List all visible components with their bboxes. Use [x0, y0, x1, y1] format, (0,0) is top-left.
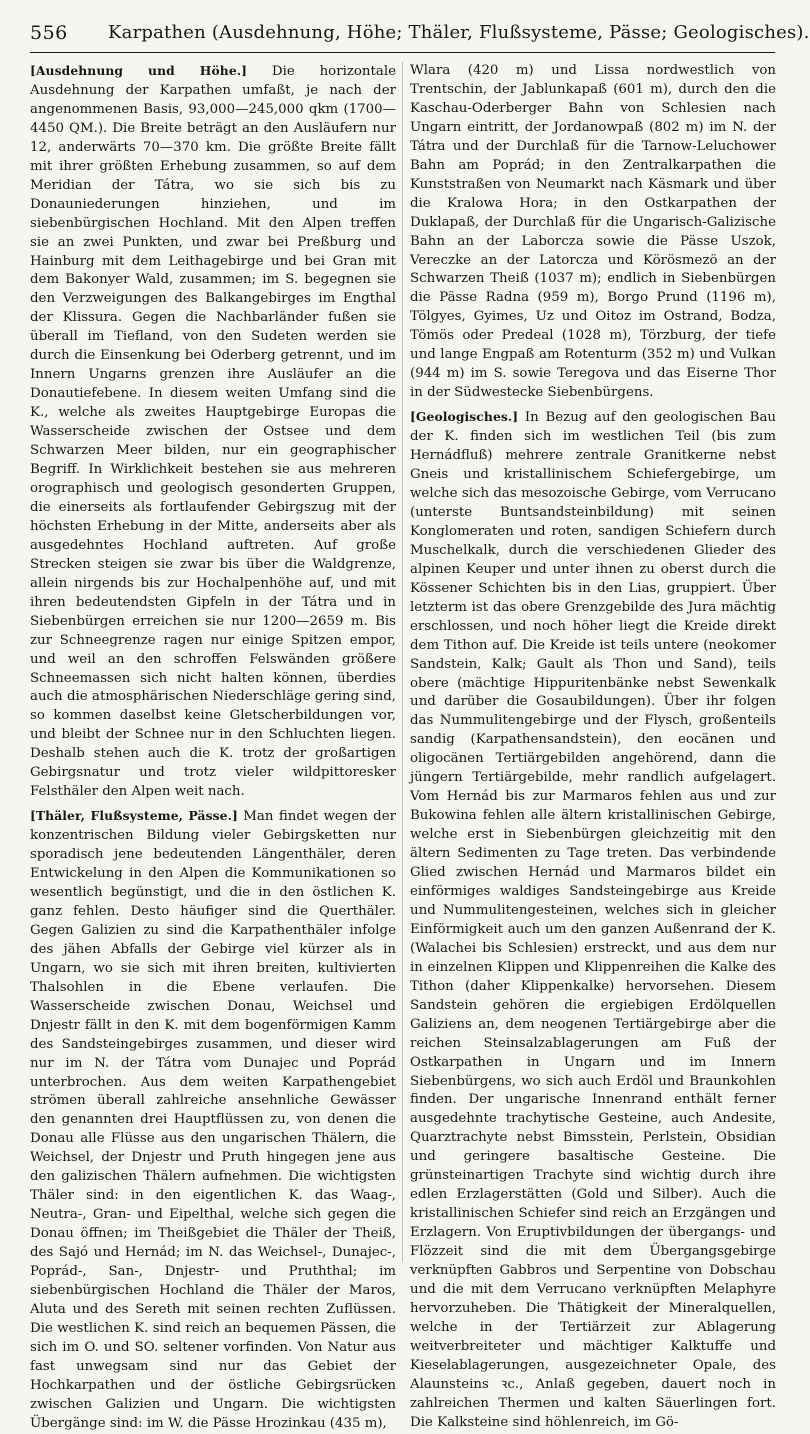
paragraph-text: Die horizontale Ausdehnung der Karpathen umfaßt, je nach der angenommenen Basis, 93,000—245,000 qkm (1700—4450 QM.). Die Breite beträgt an den Ausläufern nur 12, anderwärts 70—370 km. Die größte Breite fällt mit ihrer größten Erhebung zusammen, so auf dem Meridian der Tátra, wo sie sich bis zu Donauniederungen hinziehen, und im siebenbürgischen Hochland. Mit den Alpen treffen sie an zwei Punkten, und zwar bei Preßburg und Hainburg mit dem Leithagebirge und bei Gran mit dem Bakonyer Wald, zusammen; im S. begegnen sie den Verzweigungen des Balkangebirges im Engthal der Klissura. Gegen die Nachbarländer fußen sie überall im Tiefland, von den Sudeten werden sie durch die Einsenkung bei Oderberg getrennt, und im Innern Ungarns grenzen ihre Ausläufer an die Donautiefebene. In diesem weiten Umfang sind die K., welche als zweites Hauptgebirge Europas die Wasserscheide zwischen der Ostsee und dem Schwarzen Meer bilden, nur ein geographischer Begriff. In Wirklichkeit bestehen sie aus mehreren orographisch und geologisch gesonderten Gruppen, die einerseits als fortlaufender Gebirgszug mit der höchsten Erhebung in der Mitte, anderseits aber als ausgedehntes Hochland auftreten. Auf große Strecken steigen sie zwar bis über die Waldgrenze, allein nirgends bis zur Hochalpenhöhe auf, und mit ihren bedeutendsten Gipfeln in der Tátra und in Siebenbürgen erreichen sie nur 1200—2659 m. Bis zur Schneegrenze ragen nur einige Spitzen empor, und weil an den schroffen Felswänden größere Schneemassen sich nicht halten können, überdies auch die atmosphärischen Niederschläge gering sind, so kommen daselbst keine Gletscherbildungen vor, und bleibt der Schnee nur in den Schluchten liegen. Deshalb stehen auch die K. trotz der großartigen Gebirgsnatur und trotz vieler wildpittoresker Felsthäler den Alpen weit nach.	[30, 64, 396, 800]
page-header	[30, 22, 810, 53]
paragraph-text: Man findet wegen der konzentrischen Bildung vieler Gebirgsketten nur sporadisch jene bedeutenden Längenthäler, deren Entwickelung in den Alpen die Kommunikationen so wesentlich begünstigt, und die in den östlichen K. ganz fehlen. Desto häufiger sind die Querthäler. Gegen Galizien zu sind die Karpathenthäler infolge des jähen Abfalls der Gebirge viel kürzer als in Ungarn, wo sie sich mit ihren breiten, kultivierten Thalsohlen in die Ebene verlaufen. Die Wasserscheide zwischen Donau, Weichsel und Dnjestr fällt in den K. mit dem bogenförmigen Kamm des Sandsteingebirges zusammen, und dieser wird nur im N. der Tátra vom Dunajec und Poprád unterbrochen. Aus dem weiten Karpathengebiet strömen überall zahlreiche ansehnliche Gewässer den genannten drei Hauptflüssen zu, von denen die Donau alle Flüsse aus den ungarischen Thälern, die Weichsel, der Dnjestr und Pruth hingegen jene aus den galizischen Thälern aufnehmen. Die wichtigsten Thäler sind: in den eigentlichen K. das Waag-, Neutra-, Gran- und Eipelthal, welche sich gegen die Donau öffnen; im Theißgebiet die Thäler der Theiß, des Sajó und Hernád; im N. das Weichsel-, Dunajec-, Poprád-, San-, Dnjestr- und Pruththal; im siebenbürgischen Hochland die Thäler der Maros, Aluta und des Sereth mit seinen rechten Zuflüssen. Die westlichen K. sind reich an bequemen Pässen, die sich im O. und SO. seltener vorfinden. Von Natur aus fast unwegsam sind nur das Gebiet der Hochkarpathen und der östliche Gebirgsrücken zwischen Galizien und Ungarn. Die wichtigsten Übergänge sind: im W. die Pässe Hrozinkau (435 m),	[30, 809, 396, 1431]
paragraph-text: In Bezug auf den geologischen Bau der K. finden sich im westlichen Teil (bis zum Hernádfluß) mehrere zentrale Granitkerne nebst Gneis und kristallinischem Schiefergebirge, um welche sich das mesozoische Gebirge, vom Verrucano (unterste Buntsandsteinbildung) mit seinen Konglomeraten und roten, sandigen Schiefern durch Muschelkalk, durch die verschiedenen Glieder des alpinen Keuper und unter ihnen zu oberst durch die Kössener Schichten bis in den Lias, gruppiert. Über letzterm ist das obere Grenzgebilde des Jura mächtig erschlossen, und noch höher liegt die Kreide direkt dem Tithon auf. Die Kreide ist teils untere (neokomer Sandstein, Kalk; Gault als Thon und Sand), teils obere (mächtige Hippuritenbänke nebst Sewenkalk und darüber die Gosaubildungen). Über ihr folgen das Nummulitengebirge und der Flysch, großenteils sandig (Karpathensandstein), den eocänen und oligocänen Tertiärgebilden angehörend, dann die jüngern Tertiärgebilde, mehr randlich aufgelagert. Vom Hernád bis zur Marmaros fehlen aus und zur Bukowina fehlen alle ältern kristallinischen Gebirge, welche erst in Siebenbürgen gleichzeitig mit den ältern Sedimenten zu Tage treten. Das verbindende Glied zwischen Hernád und Marmaros bildet ein einförmiges waldiges Sandsteingebirge aus Kreide und Nummulitengesteinen, welches sich in gleicher Einförmigkeit auch um den ganzen Außenrand der K. (Walachei bis Schlesien) erstreckt, und aus dem nur in einzelnen Klippen und Klippenreihen die Kalke des Tithon (daher Klippenkalke) hervorsehen. Diesem Sandstein gehören die ergiebigen Erdölquellen Galiziens an, dem neogenen Tertiärgebirge aber die reichen Steinsalzablagerungen am Fuß der Ostkarpathen in Ungarn und im Innern Siebenbürgens, wo sich auch Erdöl und Braunkohlen finden. Der ungarische Innenrand enthält ferner ausgedehnte trachytische Gesteine, auch Andesite, Quarztrachyte nebst Bimsstein, Perlstein, Obsidian und geringere basaltische Gesteine. Die grünsteinartigen Trachyte sind wichtig durch ihre edlen Erzlagerstätten (Gold und Silber). Auch die kristallinischen Schiefer sind reich an Erzgängen und Erzlagern. Von Eruptivbildungen der übergangs- und Flözzeit sind die mit dem Übergangsgebirge verknüpften Gabbros und Serpentine von Dobschau und die mit dem Verrucano verknüpften Melaphyre hervorzuheben. Die Thätigkeit der Mineralquellen, welche in der Tertiärzeit zur Ablagerung weitverbreiteter und mächtiger Kalktuffe und Kieselablagerungen, ausgezeichneter Opale, des Alaunsteins ꝛc., Anlaß gegeben, dauert noch in zahlreichen Thermen und kalten Säuerlingen fort. Die Kalksteine sind höhlenreich, im Gö-	[410, 410, 776, 1430]
paragraph-geologisches	[410, 408, 776, 1432]
paragraph-text: Wlara (420 m) und Lissa nordwestlich von Trentschin, der Jablunkapaß (601 m), durch den die Kaschau-Oderberger Bahn von Schlesien nach Ungarn eintritt, der Jordanowpaß (802 m) im N. der Tátra und der Durchlaß für die Tarnow-Leluchower Bahn am Poprád; in den Zentralkarpathen die Kunststraßen von Neumarkt nach Käsmark und über die Kralowa Hora; in den Ostkarpathen der Duklapaß, der Durchlaß für die Ungarisch-Galizische Bahn an der Laborcza sowie die Pässe Uszok, Vereczke an der Latorcza und Körösmezö an der Schwarzen Theiß (1037 m); endlich in Siebenbürgen die Pässe Radna (959 m), Borgo Prund (1196 m), Tölgyes, Gyimes, Uz und Oitoz im Ostrand, Bodza, Tömös oder Predeal (1028 m), Törzburg, der tiefe und lange Engpaß am Rotenturm (352 m) und Vulkan (944 m) im S. sowie Teregova und das Eiserne Thor in der Südwestecke Siebenbürgens.	[410, 63, 776, 401]
page-number: 556	[30, 22, 68, 44]
paragraph-thaeler	[30, 807, 396, 1433]
left-column	[30, 62, 396, 1431]
running-title: Karpathen (Ausdehnung, Höhe; Thäler, Flußsysteme, Pässe; Geologisches).	[108, 22, 810, 43]
right-column	[410, 62, 776, 1430]
column-divider	[402, 62, 403, 1262]
section-label: [Geologisches.]	[410, 409, 519, 425]
paragraph-paesse-continued	[410, 62, 776, 403]
section-label: [Thäler, Flußsysteme, Pässe.]	[30, 808, 238, 824]
paragraph-ausdehnung	[30, 62, 396, 802]
section-label: [Ausdehnung und Höhe.]	[30, 63, 248, 78]
